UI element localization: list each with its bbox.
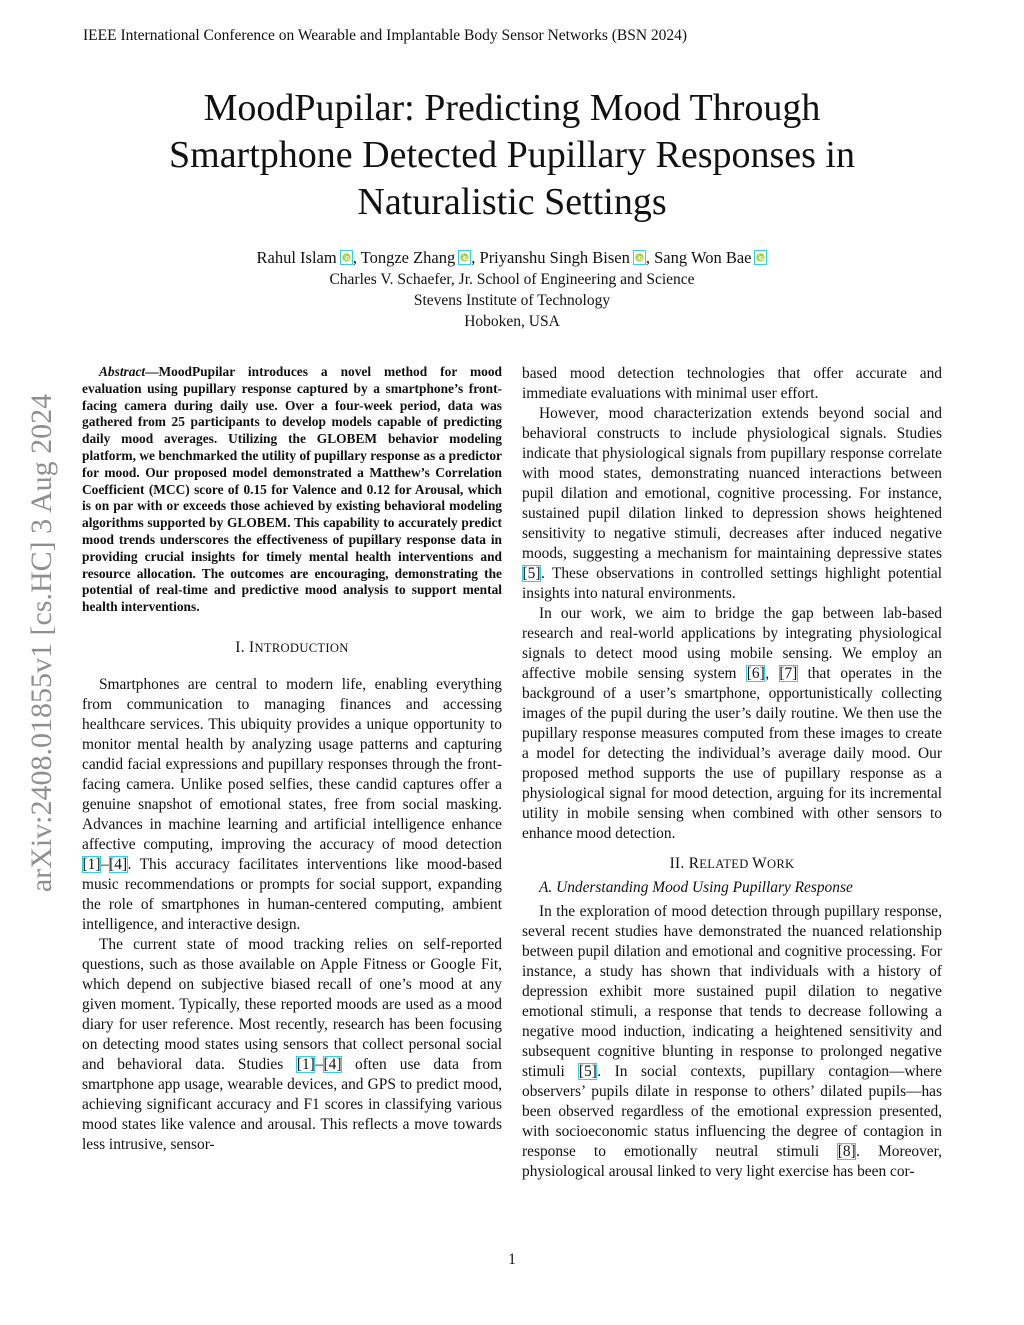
right-column [522, 364, 942, 1182]
paragraph-text: that operates in the background of a user’s smartphone, opportunistically collecting images of the pupil during the user’s daily routine. We then use the pupillary response measures computed from these images to create a model for detecting the individual’s average daily mood. Our proposed method supports the use of pupillary response as a physiological signal for mood detection, arguing for its incremental utility in mobile sensing when combined with other sensors to enhance mood detection. [522, 665, 942, 842]
left-column [82, 364, 502, 1155]
subsection-heading: A. Understanding Mood Using Pupillary Response [539, 879, 853, 896]
abstract-text: MoodPupilar introduces a novel method for mood evaluation using pupillary response captured by a smartphone’s front-facing camera during daily use. Over a four-week period, data was gathered from 25 participants to develop models capable of predicting daily mood averages. Utilizing the GLOBEM behavior modeling platform, we benchmarked the utility of pupillary response as a predictor for mood. Our proposed model demonstrated a Matthew’s Correlation Coefficient (MCC) score of 0.15 for Valence and 0.12 for Arousal, which is on par with or exceeds those achieved by existing behavioral modeling algorithms supported by GLOBEM. This capability to accurately predict mood trends underscores the effectiveness of pupillary response data in providing crucial insights for timely mental health interventions and resource allocation. The outcomes are encouraging, demonstrating the potential of real-time and predictive mood analysis to support mental health interventions. [82, 364, 502, 615]
conference-header: IEEE International Conference on Wearable and Implantable Body Sensor Networks (BSN 2024) [83, 27, 688, 44]
abstract-dash: — [145, 364, 159, 379]
abstract [82, 364, 502, 616]
section-numeral: II. [669, 855, 689, 872]
section-heading-introduction [82, 638, 502, 658]
paragraph-text: Smartphones are central to modern life, enabling everything from communication to managing finances and accessing healthcare services. This ubiquity provides a unique opportunity to monitor mental health by analyzing usage patterns and capturing candid facial expressions and pupillary responses through the front-facing camera. Unlike posed selfies, these candid captures offer a genuine snapshot of emotional states, free from social masking. Advances in machine learning and artificial intelligence enhance affective computing, improving the accuracy of mood detection [82, 675, 502, 853]
heading-rest: NTRODUCTION [254, 640, 349, 655]
paper-title [100, 85, 924, 226]
heading-initial: R [688, 855, 700, 872]
arxiv-stamp[interactable]: arXiv:2408.01855v1 [cs.HC] 3 Aug 2024 [25, 393, 58, 893]
heading-initial: I [249, 638, 255, 656]
affiliation-location: Hoboken, USA [464, 313, 560, 330]
paragraph-text: In our work, we aim to bridge the gap between lab-based research and real-world applications by integrating physiological signals to detect mood using mobile sensing. We employ an affective mobile sensing system [522, 605, 942, 682]
author-name: Rahul Islam [256, 248, 337, 267]
author-separator: , [645, 248, 655, 267]
title-line: Naturalistic Settings [357, 181, 667, 223]
intro-paragraph-5 [522, 604, 942, 844]
citation-link[interactable]: [4] [323, 1055, 342, 1073]
citation-link[interactable]: [5] [522, 565, 541, 582]
orcid-icon[interactable] [754, 250, 767, 265]
paragraph-text: . In social contexts, pupillary contagion—where observers’ pupils dilate in response to others’ dilated pupils—has been observed regardless of the emotional expression presented, with socioeconomic status influencing the degree of contagion in response to emotionally neutral stimuli [522, 1063, 943, 1160]
author-name: Priyanshu Singh Bisen [479, 248, 630, 267]
author-separator: , [352, 248, 361, 267]
author-name: Tongze Zhang [360, 248, 456, 267]
abstract-label: Abstract [99, 364, 146, 379]
page-number: 1 [508, 1251, 516, 1268]
title-line: MoodPupilar: Predicting Mood Through [203, 87, 821, 129]
paragraph-text: In the exploration of mood detection through pupillary response, several recent studies have demonstrated the nuanced relationship between pupil dilation and emotional and cognitive processing. For instance, a study has shown that individuals with a history of depression exhibit more sustained pupil dilation to negative emotional stimuli, a response that tends to decrease following a negative mood induction, indicating a heightened sensitivity and subsequent cognitive blunting in response to prolonged negative stimuli [522, 903, 942, 1080]
paragraph-text: . This accuracy facilitates interventions like mood-based music recommendations or prompts for social support, expanding the role of smartphones in human-centered computing, ambient intelligence, and interactive design. [82, 855, 502, 933]
heading-rest: ELATED [699, 857, 753, 871]
orcid-icon[interactable] [340, 250, 353, 265]
citation-link[interactable]: [1] [82, 855, 101, 873]
affiliation-institute: Stevens Institute of Technology [413, 292, 611, 309]
intro-paragraph-2 [82, 935, 502, 1155]
author-name: Sang Won Bae [654, 248, 752, 267]
citation-link[interactable]: [7] [779, 665, 798, 682]
paragraph-text: However, mood characterization extends beyond social and behavioral constructs to include physiological signals. Studies indicate that physiological signals from pupillary response correlate with mood states, demonstrating nuanced interactions between pupil dilation and emotional, cognitive processing. For instance, sustained pupil dilation linked to depression shows heightened sensitivity to negative stimuli, decreases after induced negative moods, suggesting a mechanism for maintaining depressive states [522, 405, 942, 562]
citation-separator: , [765, 665, 779, 682]
citation-dash: – [100, 855, 109, 873]
intro-paragraph-3: based mood detection technologies that offer accurate and immediate evaluations with minimal user effort. [522, 365, 942, 402]
heading-initial: W [752, 855, 767, 872]
citation-link[interactable]: [8] [837, 1143, 856, 1160]
intro-paragraph-4 [522, 404, 942, 604]
orcid-icon[interactable] [458, 250, 471, 265]
citation-link[interactable]: [4] [109, 855, 128, 873]
paragraph-text: . These observations in controlled settings highlight potential insights into natural environments. [522, 565, 942, 602]
section-numeral: I. [235, 638, 250, 656]
affiliation-school: Charles V. Schaefer, Jr. School of Engineering and Science [329, 271, 695, 288]
paragraph-text: often use data from smartphone app usage, wearable devices, and GPS to predict mood, achieving significant accuracy and F1 scores in classifying various mood states like valence and arousal. This reflects a move towards less intrusive, sensor- [82, 1055, 502, 1153]
section-heading-related-work [522, 854, 942, 874]
citation-link[interactable]: [5] [578, 1063, 597, 1080]
related-work-paragraph-1 [522, 902, 942, 1182]
heading-rest: ORK [766, 857, 795, 871]
paragraph-text: . Moreover, physiological arousal linked to very light exercise has been cor- [522, 1143, 942, 1180]
author-list [100, 247, 924, 269]
paragraph-text: The current state of mood tracking relies on self-reported questions, such as those available on Apple Fitness or Google Fit, which depend on subjective biased recall of one’s mood at any given moment. Typically, these reported moods are used as a mood diary for user reference. Most recently, research has been focusing on detecting mood states using sensors that collect personal social and behavioral data. Studies [82, 935, 502, 1073]
citation-link[interactable]: [1] [296, 1055, 315, 1073]
citation-link[interactable]: [6] [746, 665, 765, 682]
intro-paragraph-1 [82, 675, 502, 935]
orcid-icon[interactable] [633, 250, 646, 265]
author-separator: , [471, 248, 480, 267]
citation-dash: – [315, 1055, 323, 1073]
title-line: Smartphone Detected Pupillary Responses in [169, 134, 855, 176]
